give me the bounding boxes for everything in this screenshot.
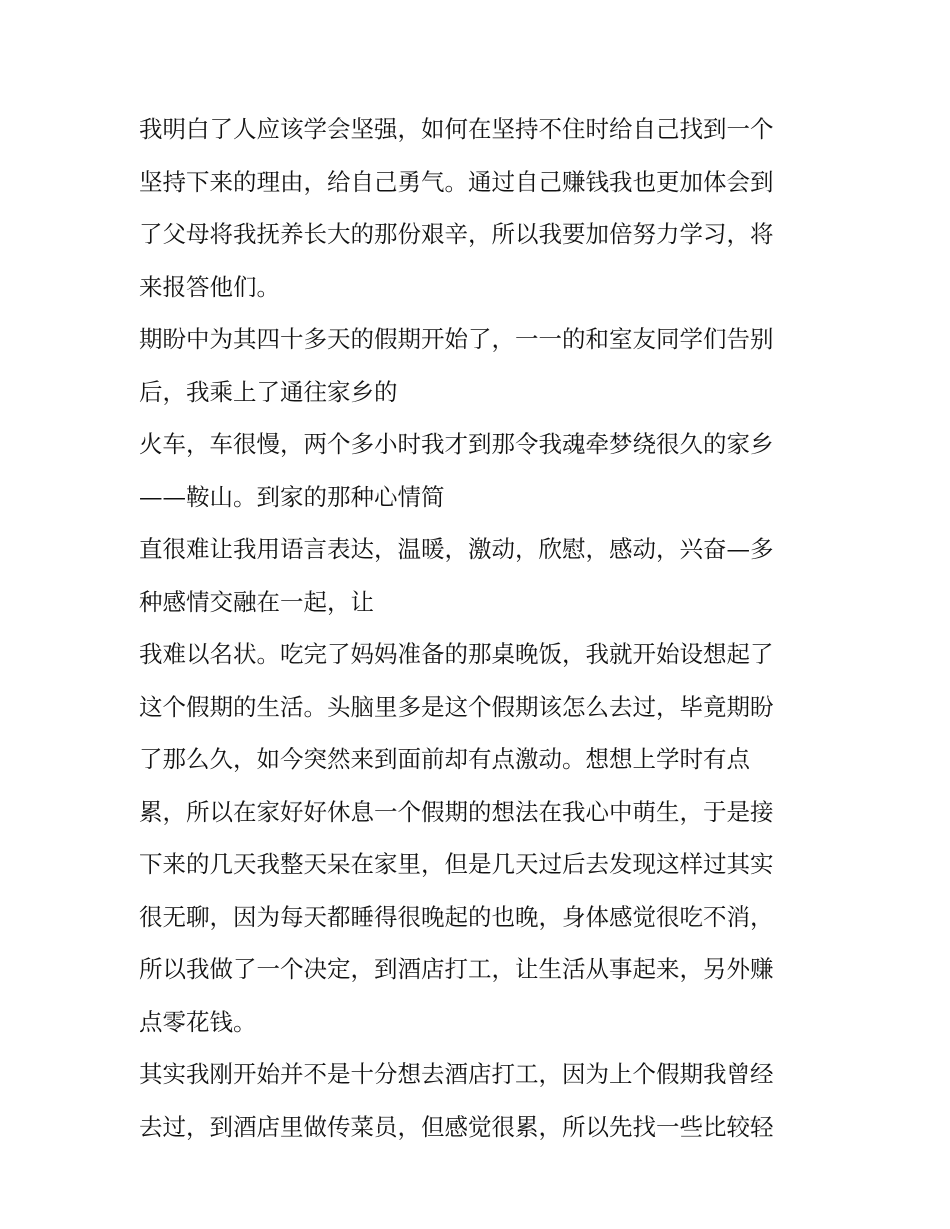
text-line: 其实我刚开始并不是十分想去酒店打工，因为上个假期我曾经 bbox=[139, 1060, 774, 1088]
text-line: 来报答他们。 bbox=[139, 272, 280, 301]
text-line: 累，所以在家好好休息一个假期的想法在我心中萌生，于是接 bbox=[139, 797, 774, 826]
text-line: 了父母将我抚养长大的那份艰辛，所以我要加倍努力学习，将 bbox=[139, 220, 774, 248]
text-line: 后，我乘上了通往家乡的 bbox=[139, 377, 398, 406]
text-line: 我明白了人应该学会坚强，如何在坚持不住时给自己找到一个 bbox=[139, 115, 774, 143]
text-line: 下来的几天我整天呆在家里，但是几天过后去发现这样过其实 bbox=[139, 850, 774, 878]
text-line: 直很难让我用语言表达，温暖，激动，欣慰，感动，兴奋—多 bbox=[139, 535, 774, 563]
text-line: ——鞍山。到家的那种心情简 bbox=[139, 482, 445, 511]
text-line: 去过，到酒店里做传菜员，但感觉很累，所以先找一些比较轻 bbox=[139, 1112, 774, 1141]
text-line: 这个假期的生活。头脑里多是这个假期该怎么去过，毕竟期盼 bbox=[139, 692, 774, 721]
text-line: 了那么久，如今突然来到面前却有点激动。想想上学时有点 bbox=[139, 745, 750, 773]
text-line: 期盼中为其四十多天的假期开始了，一一的和室友同学们告别 bbox=[139, 325, 774, 353]
body-text bbox=[139, 107, 829, 1157]
text-line: 所以我做了一个决定，到酒店打工，让生活从事起来，另外赚 bbox=[139, 955, 774, 983]
text-line: 点零花钱。 bbox=[139, 1007, 257, 1036]
text-line: 坚持下来的理由，给自己勇气。通过自己赚钱我也更加体会到 bbox=[139, 167, 774, 196]
text-line: 我难以名状。吃完了妈妈准备的那桌晚饭，我就开始设想起了 bbox=[139, 640, 774, 668]
text-line: 很无聊，因为每天都睡得很晚起的也晚，身体感觉很吃不消， bbox=[139, 902, 774, 931]
text-line: 火车，车很慢，两个多小时我才到那令我魂牵梦绕很久的家乡 bbox=[139, 430, 774, 458]
text-line: 种感情交融在一起，让 bbox=[139, 587, 374, 616]
